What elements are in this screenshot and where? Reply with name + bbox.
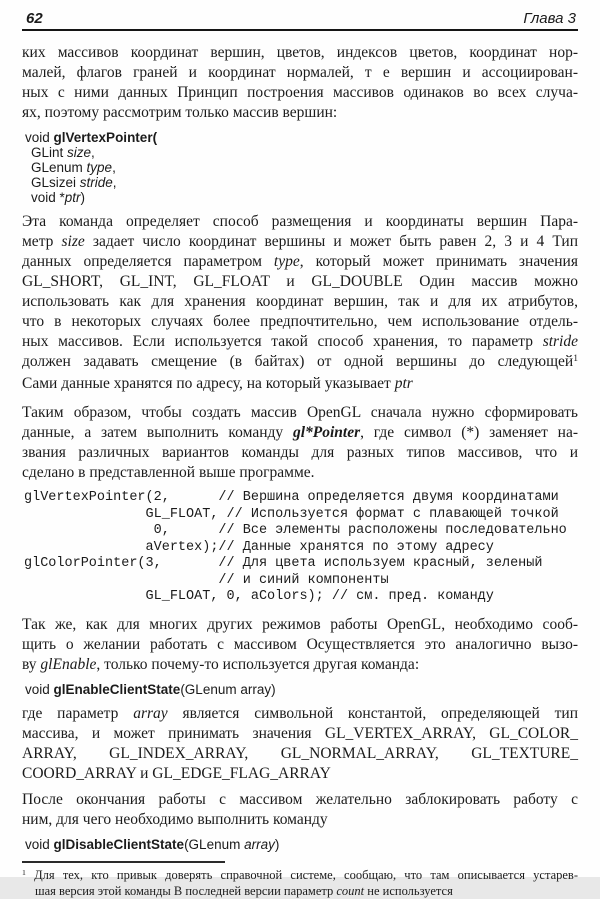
text-line: ву glEnable, только почему-то используется другая команда: [22,655,420,673]
text-line: glVertexPointer(2, // Вершина определяется двумя координатами [24,490,559,505]
text-line: ним, для чего необходимо выполнить команду [22,810,328,828]
paragraph-arrays-intro [22,43,578,123]
text-line: void glEnableClientState(GLenum array) [25,681,276,697]
chapter-label: Глава 3 [523,10,576,27]
function-decl-glenableclientstate [25,682,578,697]
text-line: ных массивов. Если используется такой способ хранения, то параметр stride [22,333,578,350]
paragraph-array-creation [22,403,578,483]
text-line: GLenum type, [31,160,116,175]
text-line: GLsizei stride, [31,175,117,190]
text-line: aVertex);// Данные хранятся по этому адресу [24,539,494,555]
text-line: GL_FLOAT, // Используется формат с плавающей точкой [24,506,559,522]
page-number: 62 [26,10,43,27]
text-line: ях, поэтому рассмотрим только массив вершин: [22,104,338,121]
text-line: void glVertexPointer( [25,130,158,145]
text-line: GL_FLOAT, 0, aColors); // см. пред. команду [24,589,494,604]
text-line: что в некоторых случаях более предпочтительно, чем использование отдель- [22,313,578,330]
text-line: должен задавать смещение (в байтах) от одной вершины до следующей$^1$ [22,353,578,370]
page-header [22,10,578,28]
text-line: сделано в представленной выше программе. [22,464,315,481]
text-line: ных с ними данных Принцип построения массивов одинаков во всех случа- [22,84,578,101]
text-line: 0, // Все элементы расположены последовательно [24,523,567,538]
text-line: Таким образом, чтобы создать массив OpenGL сначала нужно сформировать [22,404,578,421]
header-rule [22,29,578,31]
text-line: Так же, как для многих других режимов работы OpenGL, необходимо сооб- [22,615,578,633]
paragraph-disable-array [22,790,578,830]
paragraph-enable-array [22,615,578,675]
text-line: Эта команда определяет способ размещения и координаты вершин Пара- [22,213,578,230]
text-line: малей, флагов граней и координат нормалей, т е вершин и ассоциирован- [22,64,578,81]
text-line: где параметр array является символьной константой, определяющей тип [22,704,578,722]
text-line: Сами данные хранятся по адресу, на который указывает ptr [22,375,413,392]
text-line: glColorPointer(3, // Для цвета используем красный, зеленый [24,556,543,571]
text-line: void glDisableClientState(GLenum array) [25,836,280,852]
text-line: щить о желании работать с массивом Осуществляется это аналогично вызо- [22,635,578,653]
text-line: GLint size, [31,145,95,160]
function-decl-gldisableclientstate [25,837,578,852]
text-line: GL_SHORT, GL_INT, GL_FLOAT и GL_DOUBLE Один массив можно [22,273,578,290]
text-line: void *ptr) [31,190,86,205]
text-line: // и синий компоненты [24,572,389,588]
function-decl-glvertexpointer [25,130,578,205]
footnote-rule [22,861,225,863]
text-line: COORD_ARRAY и GL_EDGE_FLAG_ARRAY [22,764,331,782]
text-line: использовать как для хранения координат вершин, так и для их атрибутов, [22,293,578,310]
text-line: ARRAY, GL_INDEX_ARRAY, GL_NORMAL_ARRAY, GL_TEXTURE_ [22,744,578,762]
text-line: данных определяется параметром type, который может принимать значения [22,253,578,270]
text-line: шая версия этой команды В последней версии параметр count не используется [35,884,453,898]
text-line: звания различных вариантов команды для разных типов массивов, что и [22,444,578,461]
text-line: $^1$ Для тех, кто привык доверять справочной системе, сообщаю, что там описывается устарев- [22,867,578,882]
text-line: метр size задает число координат вершины и может быть равен 2, 3 и 4 Тип [22,233,578,250]
footnote [22,868,578,899]
text-line: ких массивов координат вершин, цветов, индексов цветов, координат нор- [22,44,578,61]
text-line: После окончания работы с массивом желательно заблокировать работу с [22,790,578,808]
text-line: данные, а затем выполнить команду gl*Pointer, где символ (*) заменяет на- [22,424,578,441]
paragraph-array-parameter [22,704,578,784]
code-listing-pointers [24,490,578,606]
text-line: массива, и может принимать значения GL_VERTEX_ARRAY, GL_COLOR_ [22,724,578,742]
paragraph-command-description [22,212,578,394]
